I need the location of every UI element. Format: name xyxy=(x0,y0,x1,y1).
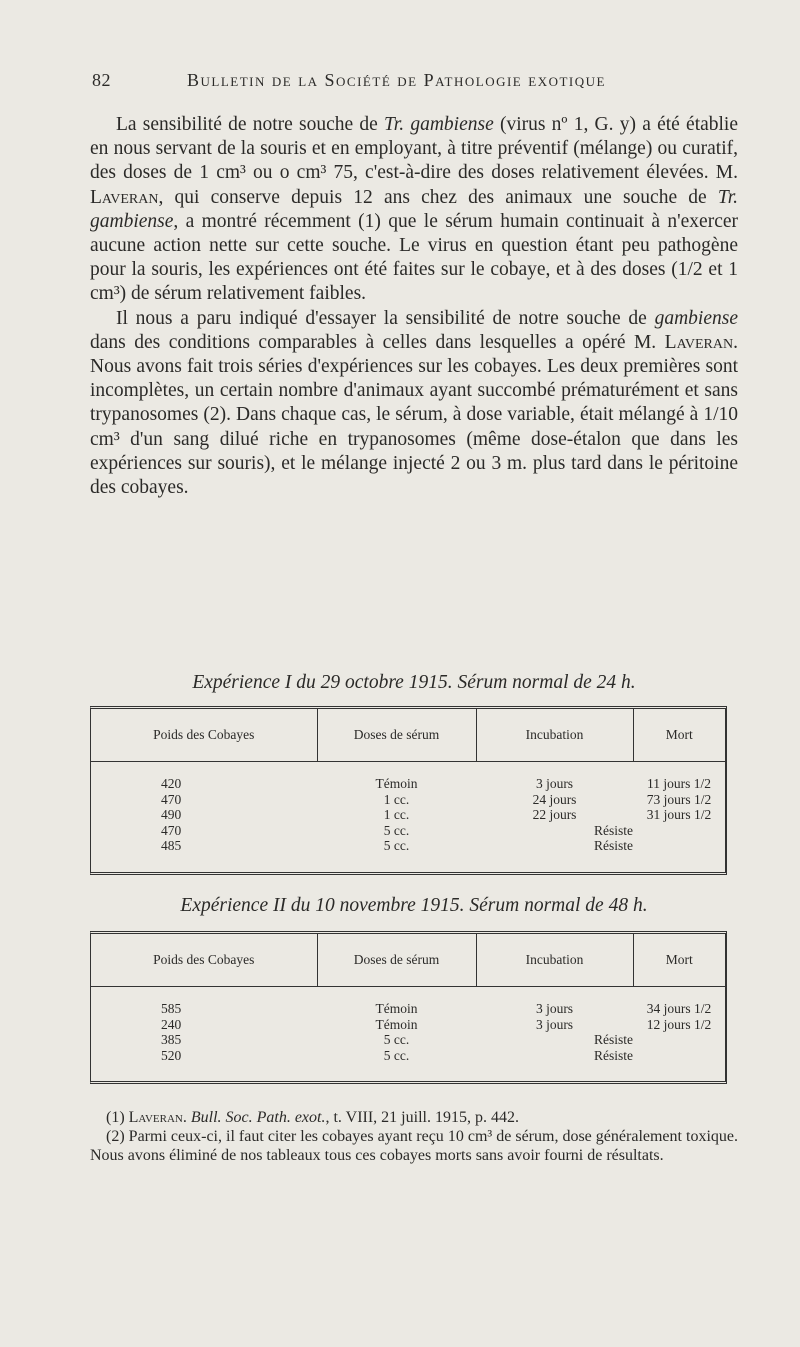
running-header xyxy=(92,70,732,100)
table-cell: Résiste xyxy=(594,1047,633,1063)
table-header-row xyxy=(91,709,725,762)
p2-author: Laveran xyxy=(664,331,734,353)
mort-column xyxy=(633,987,725,1082)
experiment-1-table xyxy=(90,706,727,875)
p1-species-1: Tr. gambiense xyxy=(384,114,494,135)
table-cell: 5 cc. xyxy=(383,838,410,853)
table-cell: 5 cc. xyxy=(383,1032,410,1047)
table-cell: 485 xyxy=(161,838,182,853)
p1-text-e: , qui conserve depuis 12 ans chez des animaux une souche de xyxy=(158,186,718,208)
table-cell: 240 xyxy=(161,1016,182,1032)
p1-text-a: La sensibilité de notre souche de xyxy=(116,114,385,135)
column-header-doses: Doses de sérum xyxy=(317,709,476,762)
poids-column xyxy=(91,987,317,1082)
table-cell: 5 cc. xyxy=(383,822,410,838)
p1-text-c: (virus nº 1, G. y) a été établie en nous servant de la souris et en employant, à titre préventif (mélange) ou curatif, des doses de 1 cm³ ou o cm³ 75, c'est-à-dire des doses relativement élevées. M. xyxy=(90,114,739,184)
mort-column xyxy=(633,762,725,872)
column-header-poids: Poids des Cobayes xyxy=(91,709,317,762)
table-cell: 520 xyxy=(161,1047,182,1063)
table-cell: 470 xyxy=(161,822,182,838)
table-cell: 24 jours xyxy=(532,791,577,807)
journal-title: Bulletin de la Société de Pathologie exotique xyxy=(187,70,606,90)
table-cell: Témoin xyxy=(375,1001,418,1016)
table-cell: 1 cc. xyxy=(383,791,410,807)
table-cell: 5 cc. xyxy=(383,1047,410,1063)
paragraph-1 xyxy=(90,113,738,307)
column-header-mort: Mort xyxy=(633,709,725,762)
table-cell: Résiste xyxy=(594,838,633,853)
table-cell: Résiste xyxy=(594,822,633,838)
dose-column xyxy=(317,987,476,1082)
p2-species: gambiense xyxy=(654,307,738,329)
table-cell: 420 xyxy=(161,776,182,791)
column-header-doses: Doses de sérum xyxy=(317,934,476,987)
table-cell: 585 xyxy=(161,1001,182,1016)
table-cell: 385 xyxy=(161,1032,182,1047)
table-cell: 34 jours 1/2 xyxy=(646,1001,712,1016)
table-cell: Témoin xyxy=(375,1016,418,1032)
fn1-marker: (1) xyxy=(106,1109,129,1126)
footnote-1 xyxy=(90,1108,738,1127)
column-header-poids: Poids des Cobayes xyxy=(91,934,317,987)
column-header-incubation: Incubation xyxy=(476,709,633,762)
body-text xyxy=(90,113,738,500)
experiment-2-caption: Expérience II du 10 novembre 1915. Sérum normal de 48 h. xyxy=(180,895,648,916)
fn1-journal: Bull. Soc. Path. exot. xyxy=(190,1109,326,1126)
table-cell: 490 xyxy=(161,807,182,822)
incubation-column xyxy=(476,762,633,872)
column-header-incubation: Incubation xyxy=(476,934,633,987)
p2-text-e: . Nous avons fait trois séries d'expériences sur les cobayes. Les deux premières sont incomplètes, un certain nombre d'animaux ayant succombé prématurément et sans trypanosomes (2). Dans chaque cas, le sérum, à dose variable, était mélangé à 1/10 cm³ d'un sang dilué riche en trypanosomes (même dose-étalon que dans les expériences sur souris), et le mélange injecté 2 ou 3 m. plus tard dans le péritoine des cobayes. xyxy=(90,331,738,499)
table-cell: Résiste xyxy=(594,1032,633,1047)
table-cell: 22 jours xyxy=(532,807,577,822)
fn1-author: Laveran xyxy=(128,1109,183,1126)
paragraph-2 xyxy=(90,307,738,501)
table-cell: 73 jours 1/2 xyxy=(646,791,712,807)
dose-column xyxy=(317,762,476,872)
table-cell: 470 xyxy=(161,791,182,807)
p1-text-g: , a montré récemment (1) que le sérum humain continuait à n'exercer aucune action nette sur cette souche. Le virus en question étant peu pathogène pour la souris, les expériences ont été faites sur le cobaye, et à des doses (1/2 et 1 cm³) de sérum relativement faibles. xyxy=(90,210,738,305)
table-cell: 12 jours 1/2 xyxy=(646,1016,712,1032)
poids-column xyxy=(91,762,317,872)
experiment-1-caption: Expérience I du 29 octobre 1915. Sérum normal de 24 h. xyxy=(192,672,636,693)
column-header-mort: Mort xyxy=(633,934,725,987)
table-body xyxy=(91,987,725,1082)
table-cell: 3 jours xyxy=(535,1016,574,1032)
table-cell: 31 jours 1/2 xyxy=(646,807,712,822)
footnotes xyxy=(90,1108,738,1165)
p1-author: Laveran xyxy=(90,186,159,208)
fn1-ref: , t. VIII, 21 juill. 1915, p. 442. xyxy=(325,1109,519,1126)
p2-text-c: dans des conditions comparables à celles dans lesquelles a opéré M. xyxy=(90,331,665,353)
table-header-row xyxy=(91,934,725,987)
p1-species-2: Tr. gambiense xyxy=(90,186,738,232)
table-body xyxy=(91,762,725,872)
table-cell: 1 cc. xyxy=(383,807,410,822)
table-cell: Témoin xyxy=(375,776,418,791)
table-cell: 3 jours xyxy=(535,776,574,791)
footnote-2: (2) Parmi ceux-ci, il faut citer les cobayes ayant reçu 10 cm³ de sérum, dose généralement toxique. Nous avons éliminé de nos tableaux tous ces cobayes morts sans avoir fourni de résultats. xyxy=(90,1128,738,1164)
experiment-2-table xyxy=(90,931,727,1084)
table-cell: 3 jours xyxy=(535,1001,574,1016)
p2-text-a: Il nous a paru indiqué d'essayer la sensibilité de notre souche de xyxy=(116,307,655,329)
table-cell: 11 jours 1/2 xyxy=(647,776,711,791)
page-number: 82 xyxy=(92,70,111,90)
fn1-sep: . xyxy=(182,1109,191,1126)
incubation-column xyxy=(476,987,633,1082)
